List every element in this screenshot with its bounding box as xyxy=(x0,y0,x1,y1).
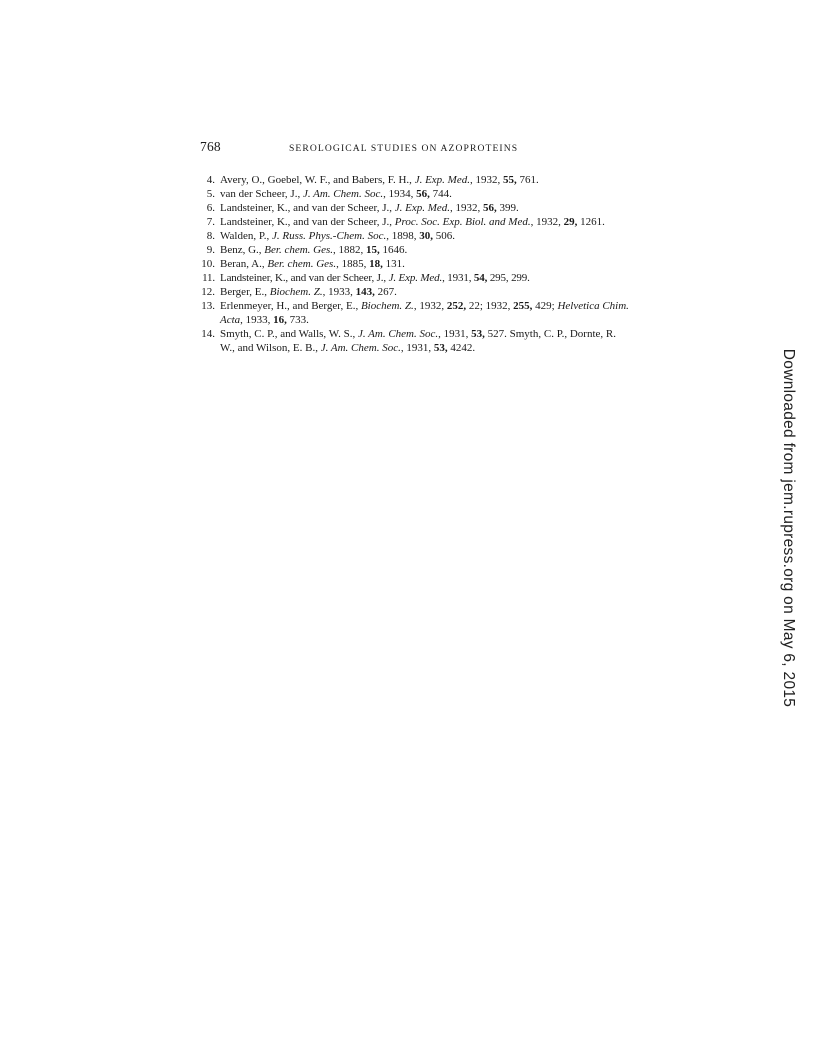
journal-title: Ber. chem. Ges. xyxy=(264,244,334,256)
citation-text: Avery, O., Goebel, W. F., and Babers, F. H., xyxy=(220,174,415,186)
citation-text: , 1898, xyxy=(386,230,420,242)
citation-text: Landsteiner, K., and van der Scheer, J., xyxy=(220,216,395,228)
volume-number: 56, xyxy=(483,202,497,214)
reference-number: 13. xyxy=(201,300,215,312)
volume-number: 53, xyxy=(471,328,485,340)
reference-text xyxy=(220,299,629,327)
journal-title: J. Exp. Med. xyxy=(394,202,451,214)
citation-text: Landsteiner, K., and van der Scheer, J., xyxy=(220,202,395,214)
citation-text: Smyth, C. P., and Walls, W. S., xyxy=(220,328,358,340)
citation-text: 761. xyxy=(516,174,539,186)
citation-text: , 1933, xyxy=(322,286,356,298)
journal-title: J. Am. Chem. Soc. xyxy=(357,328,439,340)
reference-number: 12. xyxy=(201,286,215,298)
citation-text: , 1932, xyxy=(450,202,484,214)
reference-item xyxy=(199,201,629,215)
reference-text xyxy=(220,215,629,229)
reference-item xyxy=(199,243,629,257)
citation-text: 267. xyxy=(374,286,397,298)
reference-item xyxy=(199,215,629,229)
citation-text: Benz, G., xyxy=(220,244,265,256)
citation-text: 506. xyxy=(433,230,455,242)
reference-text xyxy=(220,285,629,299)
reference-item xyxy=(199,187,629,201)
reference-item xyxy=(199,285,629,299)
citation-text: 399. xyxy=(496,202,519,214)
citation-text: Beran, A., xyxy=(220,258,268,270)
journal-title: J. Exp. Med. xyxy=(414,174,470,186)
citation-text: , 1933, xyxy=(240,314,274,326)
reference-number: 5. xyxy=(206,188,215,200)
reference-number: 9. xyxy=(206,244,215,256)
reference-number: 4. xyxy=(206,174,215,186)
reference-text xyxy=(220,173,629,187)
volume-number: 29, xyxy=(563,216,578,228)
reference-item xyxy=(199,271,629,285)
citation-text: 429; xyxy=(532,300,558,312)
journal-title: Biochem. Z. xyxy=(360,300,414,312)
volume-number: 16, xyxy=(273,314,287,326)
citation-text: , 1934, xyxy=(383,188,417,200)
reference-text xyxy=(220,257,629,271)
citation-text: , 1932, xyxy=(530,216,564,228)
download-watermark: Downloaded from jem.rupress.org on May 6, 2015 xyxy=(780,348,797,708)
reference-number: 10. xyxy=(201,258,215,270)
citation-text: Erlenmeyer, H., and Berger, E., xyxy=(220,300,361,312)
citation-text: , 1931, xyxy=(442,272,474,284)
reference-text xyxy=(220,327,629,355)
citation-text: 1646. xyxy=(379,244,408,256)
volume-number: 252, xyxy=(446,300,467,312)
journal-title: Ber. chem. Ges. xyxy=(267,258,337,270)
citation-text: 295, 299. xyxy=(487,272,530,284)
citation-text: Berger, E., xyxy=(220,286,270,298)
volume-number: 255, xyxy=(513,300,533,312)
page-number: 768 xyxy=(200,139,221,154)
reference-text xyxy=(220,229,629,243)
journal-title: J. Am. Chem. Soc. xyxy=(320,342,401,354)
citation-text: , 1931, xyxy=(438,328,472,340)
volume-number: 18, xyxy=(369,258,383,270)
reference-text xyxy=(220,243,629,257)
reference-item xyxy=(199,173,629,187)
journal-title: Proc. Soc. Exp. Biol. and Med. xyxy=(394,216,531,228)
citation-text: Landsteiner, K., and van der Scheer, J., xyxy=(220,272,389,284)
citation-text: , 1931, xyxy=(400,342,434,354)
journal-title: J. Exp. Med. xyxy=(388,272,443,284)
reference-item xyxy=(199,257,629,271)
journal-title: Helvetica Chim. Acta xyxy=(220,300,629,326)
volume-number: 55, xyxy=(502,174,517,186)
journal-title: Biochem. Z. xyxy=(269,286,323,298)
citation-text: 1261. xyxy=(577,216,605,228)
citation-text: Walden, P., xyxy=(220,230,272,242)
volume-number: 30, xyxy=(419,230,433,242)
citation-text: , 1882, xyxy=(333,244,367,256)
journal-title: J. Russ. Phys.-Chem. Soc. xyxy=(271,230,387,242)
citation-text: 22; 1932, xyxy=(466,300,514,312)
volume-number: 53, xyxy=(433,342,448,354)
reference-item xyxy=(199,229,629,243)
reference-number: 7. xyxy=(206,216,215,228)
citation-text: , 1885, xyxy=(336,258,370,270)
citation-text: 733. xyxy=(286,314,309,326)
reference-number: 8. xyxy=(206,230,215,242)
reference-text xyxy=(220,201,629,215)
volume-number: 143, xyxy=(355,286,375,298)
reference-text xyxy=(220,187,629,201)
reference-item xyxy=(199,299,629,327)
reference-text xyxy=(220,271,629,285)
citation-text: 527. Smyth, C. P., Dornte, R. W., and Wilson, E. B., xyxy=(220,328,616,354)
reference-list xyxy=(199,173,629,355)
citation-text: , 1932, xyxy=(413,300,447,312)
journal-title: J. Am. Chem. Soc. xyxy=(302,188,384,200)
reference-item xyxy=(199,327,629,355)
citation-text: 744. xyxy=(429,188,452,200)
citation-text: 4242. xyxy=(447,342,476,354)
reference-number: 14. xyxy=(201,328,215,340)
reference-number: 6. xyxy=(206,202,215,214)
running-head: SEROLOGICAL STUDIES ON AZOPROTEINS xyxy=(289,143,519,154)
volume-number: 15, xyxy=(366,244,380,256)
citation-text: , 1932, xyxy=(469,174,503,186)
citation-text: 131. xyxy=(382,258,405,270)
reference-number: 11. xyxy=(202,272,215,284)
citation-text: van der Scheer, J., xyxy=(220,188,303,200)
volume-number: 56, xyxy=(416,188,430,200)
volume-number: 54, xyxy=(473,272,488,284)
